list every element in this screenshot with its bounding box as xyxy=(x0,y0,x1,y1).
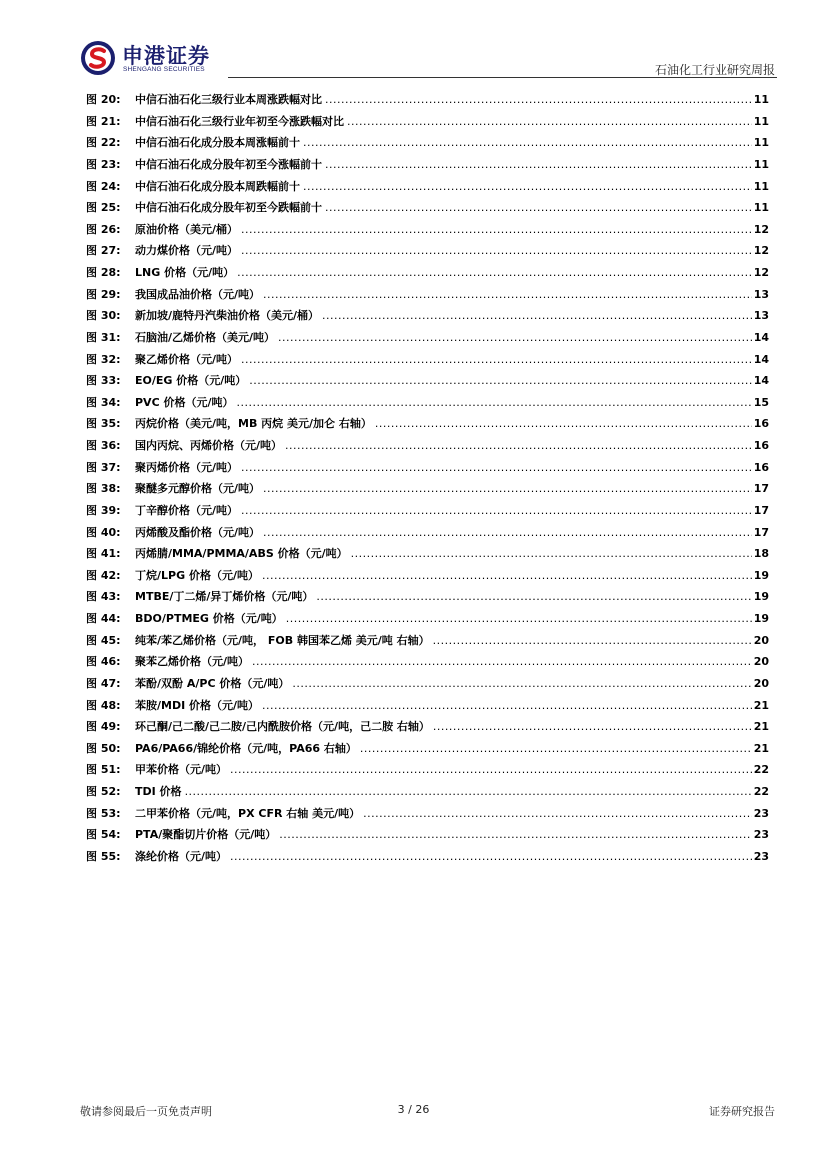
toc-entry[interactable] xyxy=(86,738,769,760)
toc-page-number: 18 xyxy=(753,547,769,561)
toc-page-number: 11 xyxy=(753,179,769,193)
toc-entry[interactable] xyxy=(86,284,769,306)
toc-entry[interactable] xyxy=(86,392,769,414)
toc-page-number: 23 xyxy=(753,849,769,863)
toc-dot-leader xyxy=(292,673,751,695)
toc-figure-title: LNG 价格（元/吨） xyxy=(135,266,235,279)
toc-figure-title: 原油价格（美元/桶） xyxy=(135,222,239,236)
toc-dot-leader xyxy=(278,327,752,349)
toc-figure-title: 环己酮/己二酸/己二胺/己内酰胺价格（元/吨，己二胺 右轴） xyxy=(135,720,430,734)
toc-dot-leader xyxy=(237,262,752,284)
toc-page-number: 14 xyxy=(753,330,769,344)
toc-dot-leader xyxy=(286,608,752,630)
report-type-title: 石油化工行业研究周报 xyxy=(654,63,775,77)
toc-entry[interactable] xyxy=(86,305,769,327)
toc-dot-leader xyxy=(360,738,752,760)
toc-dot-leader xyxy=(433,630,752,652)
toc-entry[interactable] xyxy=(86,846,769,868)
toc-figure-number: 图 52: xyxy=(86,785,121,798)
toc-figure-title: 丙烯酸及酯价格（元/吨） xyxy=(135,525,261,539)
toc-dot-leader xyxy=(347,111,752,133)
toc-entry[interactable] xyxy=(86,478,769,500)
toc-page-number: 20 xyxy=(753,655,769,669)
toc-entry[interactable] xyxy=(86,327,769,349)
toc-entry[interactable] xyxy=(86,824,769,846)
toc-figure-number: 图 29: xyxy=(86,287,121,301)
toc-entry[interactable] xyxy=(86,500,769,522)
toc-page-number: 17 xyxy=(753,482,769,496)
toc-figure-title: 中信石油石化三级行业本周涨跌幅对比 xyxy=(135,93,322,106)
toc-figure-number: 图 47: xyxy=(86,676,121,690)
toc-entry[interactable] xyxy=(86,586,769,608)
toc-figure-title: 丙烯腈/MMA/PMMA/ABS 价格（元/吨） xyxy=(135,547,348,561)
page-header xyxy=(0,0,827,80)
toc-entry[interactable] xyxy=(86,219,769,241)
footer-doc-type: 证券研究报告 xyxy=(709,1105,775,1118)
toc-figure-number: 图 24: xyxy=(86,179,121,193)
toc-dot-leader xyxy=(263,478,752,500)
toc-entry[interactable] xyxy=(86,803,769,825)
company-logo xyxy=(80,40,230,76)
toc-dot-leader xyxy=(263,284,752,306)
toc-page-number: 19 xyxy=(753,568,769,582)
toc-figure-title: PA6/PA66/锦纶价格（元/吨，PA66 右轴） xyxy=(135,741,357,755)
toc-page-number: 14 xyxy=(753,374,769,388)
logo-mark-icon xyxy=(80,40,116,76)
toc-figure-title: 国内丙烷、丙烯价格（元/吨） xyxy=(135,439,283,452)
toc-dot-leader xyxy=(249,370,751,392)
toc-entry[interactable] xyxy=(86,89,769,111)
toc-page-number: 16 xyxy=(753,460,769,474)
toc-figure-number: 图 25: xyxy=(86,201,121,215)
toc-dot-leader xyxy=(263,522,752,544)
toc-page-number: 15 xyxy=(753,395,769,409)
toc-figure-title: BDO/PTMEG 价格（元/吨） xyxy=(135,612,283,625)
logo-chinese-name: 申港证券 xyxy=(122,44,210,68)
toc-entry[interactable] xyxy=(86,349,769,371)
toc-page-number: 12 xyxy=(753,266,769,279)
toc-entry[interactable] xyxy=(86,370,769,392)
toc-dot-leader xyxy=(241,500,752,522)
toc-page-number: 19 xyxy=(753,590,769,604)
toc-page-number: 21 xyxy=(753,698,769,712)
toc-entry[interactable] xyxy=(86,262,769,284)
toc-page-number: 16 xyxy=(753,417,769,431)
toc-figure-title: 丁烷/LPG 价格（元/吨） xyxy=(135,568,259,582)
toc-page-number: 23 xyxy=(753,828,769,842)
toc-figure-number: 图 49: xyxy=(86,720,121,734)
toc-dot-leader xyxy=(303,176,752,198)
toc-figure-number: 图 41: xyxy=(86,547,121,561)
toc-figure-number: 图 23: xyxy=(86,157,121,171)
toc-entry[interactable] xyxy=(86,435,769,457)
toc-page-number: 11 xyxy=(753,93,769,106)
toc-figure-title: 石脑油/乙烯价格（美元/吨） xyxy=(135,330,276,344)
toc-figure-number: 图 21: xyxy=(86,114,121,128)
toc-dot-leader xyxy=(237,392,752,414)
toc-figure-title: EO/EG 价格（元/吨） xyxy=(135,374,247,388)
toc-figure-title: 我国成品油价格（元/吨） xyxy=(135,287,261,301)
toc-figure-title: PTA/聚酯切片价格（元/吨） xyxy=(135,828,277,842)
toc-page-number: 22 xyxy=(753,785,769,798)
toc-entry[interactable] xyxy=(86,543,769,565)
toc-page-number: 11 xyxy=(753,157,769,171)
toc-dot-leader xyxy=(325,89,752,111)
toc-dot-leader xyxy=(351,543,752,565)
toc-figure-number: 图 54: xyxy=(86,828,121,842)
toc-figure-title: 聚丙烯价格（元/吨） xyxy=(135,460,239,474)
toc-figure-title: 聚苯乙烯价格（元/吨） xyxy=(135,655,250,669)
toc-figure-number: 图 46: xyxy=(86,655,121,669)
toc-page-number: 17 xyxy=(753,525,769,539)
toc-entry[interactable] xyxy=(86,522,769,544)
toc-page-number: 11 xyxy=(753,136,769,150)
toc-dot-leader xyxy=(185,781,752,803)
toc-entry[interactable] xyxy=(86,716,769,738)
toc-entry[interactable] xyxy=(86,457,769,479)
toc-dot-leader xyxy=(322,305,752,327)
toc-entry[interactable] xyxy=(86,673,769,695)
toc-dot-leader xyxy=(433,716,752,738)
toc-figure-number: 图 53: xyxy=(86,806,121,820)
toc-dot-leader xyxy=(262,695,752,717)
toc-entry[interactable] xyxy=(86,413,769,435)
toc-entry[interactable] xyxy=(86,240,769,262)
logo-english-name: SHENGANG SECURITIES xyxy=(123,66,205,73)
toc-figure-title: 纯苯/苯乙烯价格（元/吨， FOB 韩国苯乙烯 美元/吨 右轴） xyxy=(135,633,430,647)
toc-figure-number: 图 31: xyxy=(86,330,121,344)
toc-page-number: 20 xyxy=(753,633,769,647)
toc-figure-number: 图 22: xyxy=(86,136,121,150)
toc-page-number: 13 xyxy=(753,287,769,301)
toc-page-number: 23 xyxy=(753,806,769,820)
toc-figure-number: 图 43: xyxy=(86,590,121,604)
toc-entry[interactable] xyxy=(86,608,769,630)
toc-entry[interactable] xyxy=(86,111,769,133)
toc-figure-number: 图 20: xyxy=(86,93,121,106)
toc-figure-title: 中信石油石化成分股年初至今跌幅前十 xyxy=(135,201,322,215)
toc-figure-title: 中信石油石化三级行业年初至今涨跌幅对比 xyxy=(135,114,344,128)
toc-figure-title: 聚醚多元醇价格（元/吨） xyxy=(135,482,261,496)
toc-figure-title: 涤纶价格（元/吨） xyxy=(135,849,228,863)
toc-figure-title: 苯酚/双酚 A/PC 价格（元/吨） xyxy=(135,676,290,690)
toc-dot-leader xyxy=(279,824,751,846)
footer-page-number: 3 / 26 xyxy=(397,1103,430,1116)
toc-figure-number: 图 33: xyxy=(86,374,121,388)
header-divider xyxy=(228,77,777,78)
toc-page-number: 11 xyxy=(753,201,769,215)
toc-figure-number: 图 39: xyxy=(86,503,121,517)
toc-dot-leader xyxy=(285,435,752,457)
toc-figure-number: 图 50: xyxy=(86,741,121,755)
toc-figure-title: 聚乙烯价格（元/吨） xyxy=(135,352,239,366)
toc-figure-title: 新加坡/鹿特丹汽柴油价格（美元/桶） xyxy=(135,309,320,323)
footer-disclaimer: 敬请参阅最后一页免责声明 xyxy=(80,1105,212,1118)
toc-page-number: 22 xyxy=(753,763,769,777)
toc-dot-leader xyxy=(303,132,752,154)
toc-figure-title: 甲苯价格（元/吨） xyxy=(135,763,228,777)
toc-figure-number: 图 55: xyxy=(86,849,121,863)
toc-figure-title: 动力煤价格（元/吨） xyxy=(135,244,239,258)
toc-entry[interactable] xyxy=(86,651,769,673)
toc-dot-leader xyxy=(363,803,752,825)
toc-entry[interactable] xyxy=(86,630,769,652)
toc-figure-title: TDI 价格 xyxy=(135,785,182,798)
toc-dot-leader xyxy=(375,413,752,435)
toc-page-number: 21 xyxy=(753,741,769,755)
toc-figure-number: 图 34: xyxy=(86,395,121,409)
toc-dot-leader xyxy=(325,197,752,219)
toc-page-number: 12 xyxy=(753,222,769,236)
toc-dot-leader xyxy=(316,586,751,608)
toc-dot-leader xyxy=(241,349,752,371)
toc-figure-title: 中信石油石化成分股年初至今涨幅前十 xyxy=(135,157,322,171)
toc-figure-title: 苯胺/MDI 价格（元/吨） xyxy=(135,698,260,712)
toc-figure-title: 中信石油石化成分股本周涨幅前十 xyxy=(135,136,300,150)
toc-page-number: 14 xyxy=(753,352,769,366)
toc-figure-number: 图 26: xyxy=(86,222,121,236)
toc-dot-leader xyxy=(262,565,752,587)
toc-figure-number: 图 40: xyxy=(86,525,121,539)
toc-page-number: 13 xyxy=(753,309,769,323)
toc-figure-number: 图 45: xyxy=(86,633,121,647)
toc-figure-title: 丙烷价格（美元/吨，MB 丙烷 美元/加仑 右轴） xyxy=(135,417,372,431)
toc-entry[interactable] xyxy=(86,197,769,219)
toc-figure-number: 图 51: xyxy=(86,763,121,777)
toc-page-number: 21 xyxy=(753,720,769,734)
toc-entry[interactable] xyxy=(86,759,769,781)
toc-dot-leader xyxy=(252,651,752,673)
toc-dot-leader xyxy=(241,219,752,241)
toc-entry[interactable] xyxy=(86,132,769,154)
toc-figure-title: MTBE/丁二烯/异丁烯价格（元/吨） xyxy=(135,590,314,604)
toc-page-number: 16 xyxy=(753,439,769,452)
toc-figure-title: 二甲苯价格（元/吨，PX CFR 右轴 美元/吨） xyxy=(135,806,361,820)
toc-page-number: 19 xyxy=(753,612,769,625)
toc-figure-title: 丁辛醇价格（元/吨） xyxy=(135,503,239,517)
toc-entry[interactable] xyxy=(86,781,769,803)
toc-figure-title: 中信石油石化成分股本周跌幅前十 xyxy=(135,179,300,193)
toc-entry[interactable] xyxy=(86,565,769,587)
toc-figure-number: 图 32: xyxy=(86,352,121,366)
toc-figure-title: PVC 价格（元/吨） xyxy=(135,395,234,409)
toc-page-number: 17 xyxy=(753,503,769,517)
toc-entry[interactable] xyxy=(86,154,769,176)
toc-figure-number: 图 28: xyxy=(86,266,121,279)
toc-figure-number: 图 44: xyxy=(86,612,121,625)
toc-figure-number: 图 35: xyxy=(86,417,121,431)
toc-dot-leader xyxy=(241,240,752,262)
toc-figure-number: 图 42: xyxy=(86,568,121,582)
toc-figure-number: 图 27: xyxy=(86,244,121,258)
toc-figure-number: 图 38: xyxy=(86,482,121,496)
toc-figure-number: 图 37: xyxy=(86,460,121,474)
toc-page-number: 12 xyxy=(753,244,769,258)
figure-table-of-contents xyxy=(86,89,769,868)
toc-figure-number: 图 30: xyxy=(86,309,121,323)
toc-figure-number: 图 36: xyxy=(86,439,121,452)
toc-dot-leader xyxy=(241,457,752,479)
toc-figure-number: 图 48: xyxy=(86,698,121,712)
toc-page-number: 11 xyxy=(753,114,769,128)
toc-page-number: 20 xyxy=(753,676,769,690)
toc-dot-leader xyxy=(230,759,752,781)
toc-dot-leader xyxy=(230,846,752,868)
toc-entry[interactable] xyxy=(86,695,769,717)
toc-dot-leader xyxy=(325,154,752,176)
toc-entry[interactable] xyxy=(86,176,769,198)
